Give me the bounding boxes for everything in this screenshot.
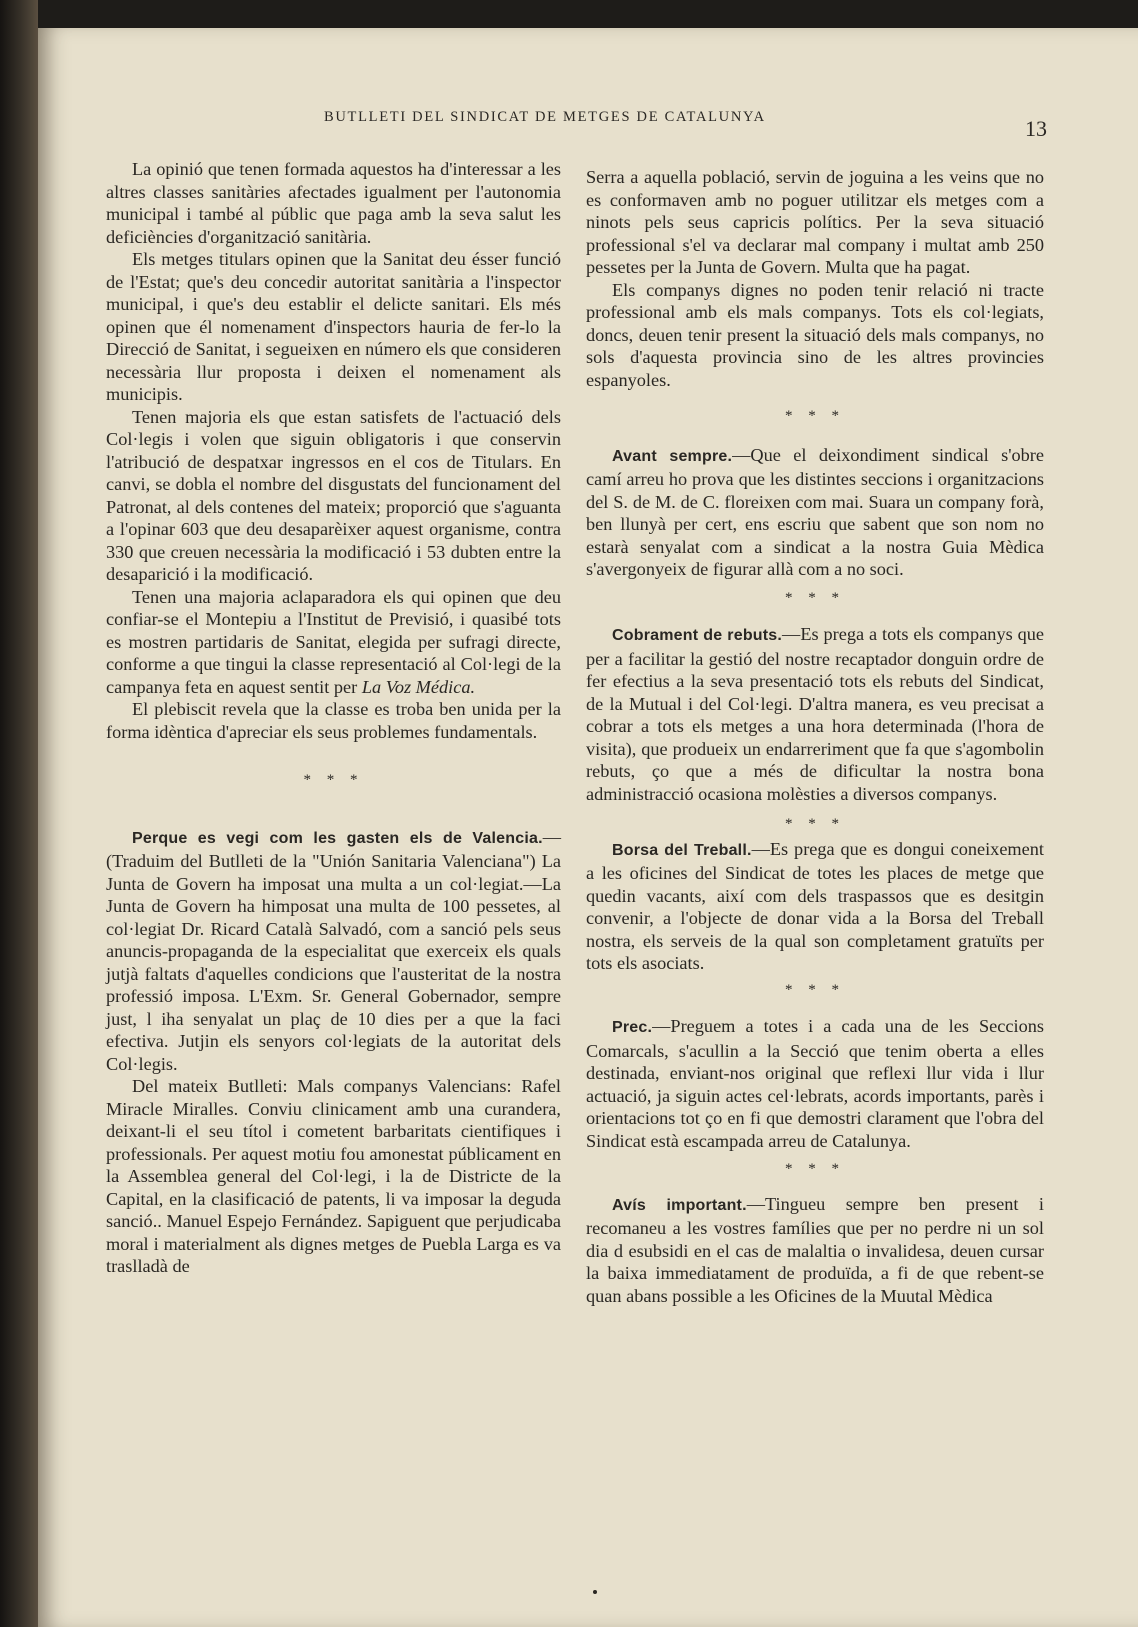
section-text: —Es prega a tots els companys que per a facilitar la gestió del nostre recaptador donguin ordre de fer efectius a la seva presentació tots els rebuts del Sindicat, de la Mutual i del Col·legi. D'altra manera, es veu precisat a cobrar a tots els metges a una hora determinada (l'hora de visita), que produeix un endarreriment que fa que s'agombolin rebuts, ço que a més de dificultar la nostra bona administracció ocasiona molèsties a diversos companys. — [586, 624, 1045, 804]
section-divider: * * * — [785, 816, 845, 832]
section-divider: * * * — [785, 981, 845, 998]
section-text: —Tingueu sempre ben present i recomaneu a les vostres famílies que per no perdre ni un sol dia d esubsidi en el cas de malaltia o invalidesa, deuen cursar la baixa immediatament de produïda, a fi de que rebent-se quan abans possible a les Oficines de la Muutal Mèdica — [586, 1193, 1044, 1306]
section-avis — [586, 1193, 1044, 1308]
section-text: —Que el deixondiment sindical s'obre camí arreu ho prova que les distintes seccions i organitzacions del S. de M. de C. floreixen com mai. Suara un company forà, ben llunyà per cert, ens escriu que sabent que son nom no estarà senyalat com a sindicat a la nostra Guia Mèdica s'avergonyeix de figurar allà com a no soci. — [586, 444, 1044, 579]
right-column — [586, 166, 1044, 1307]
section-heading: Avant sempre. — [612, 447, 733, 465]
section-text: —Es prega que es dongui coneixement a les oficines del Sindicat de totes les places de metge que quedin vacants, així com dels traspassos que es desitgin convenir, a l'objecte de donar vida a la Borsa del Treball nostra, els serveis de la qual son completament gratuïts per tots els asociats. — [586, 838, 1044, 973]
section-cobrament — [586, 623, 1044, 805]
paragraph: Del mateix Butlleti: Mals companys Valencians: Rafel Miracle Miralles. Conviu clinicament amb una curandera, deixant-li el seu títol i cometent barbaritats cientifiques i professionals. Per aquest motiu fou amonestat públicament en la Assemblea general del Col·legi, i la de Districte de la Capital, en la clasificació de patents, li va imposar la deguda sanció.. Manuel Espejo Fernández. Sapiguent que perjudicaba moral i materialment als dignes metges de Puebla Larga es va traslladà de — [106, 1076, 561, 1276]
ink-speck — [593, 1590, 597, 1594]
running-header: BUTLLETI DEL SINDICAT DE METGES DE CATALUNYA — [324, 109, 766, 125]
section-divider: * * * — [785, 408, 845, 424]
section-heading: Cobrament de rebuts. — [612, 627, 783, 644]
paragraph: Serra a aquella població, servin de joguina a les veins que no es conformaven amb no poguer utilitzar els metges com a ninots pels seus capricis polítics. Per la seva situació professional s'el va declarar mal company i multat amb 250 pessetes per la Junta de Govern. Multa que ha pagat. — [586, 167, 1044, 277]
section-text: —Preguem a totes i a cada una de les Seccions Comarcals, s'acullin a la Secció que tenim oberta a elles destinada, enviant-nos original que reflexi llur vida i llur actuació, ja siguin actes cel·lebrats, acords importants, parès i orientacions tot ço en fi que demostri clarament que l'obra del Sindicat està escampada arreu de Catalunya. — [586, 1016, 1044, 1151]
paragraph: El plebiscit revela que la classe es troba ben unida per la forma idèntica d'apreciar els seus problemes fundamentals. — [106, 699, 561, 742]
section-divider: * * * — [785, 589, 845, 606]
paragraph: Tenen majoria els que estan satisfets de l'actuació dels Col·legis i volen que siguin obligatoris i que conservin l'atribució de despatxar ingressos en el cos de Titulars. En canvi, se dobla el nombre del disgustats del funcionament del Patronat, al dels contenes del mateix; proporció que s'aguanta a l'opinar 603 que deu desaparèixer aquest organisme, contra 330 que creuen necessària la modificació i 53 dubten entre la desaparició i la modificació. — [106, 406, 561, 584]
section-valencia — [106, 826, 561, 1076]
paragraph — [106, 586, 561, 699]
paragraph: La opinió que tenen formada aquestos ha d'interessar a les altres classes sanitàries afectades igualment per l'autonomia municipal i també al públic que paga amb la seva salut les deficiències d'organització sanitària. — [106, 159, 561, 247]
section-divider: * * * — [785, 1161, 845, 1177]
section-divider: * * * — [303, 772, 364, 788]
section-heading: Avís important. — [612, 1196, 747, 1214]
paragraph: Els companys dignes no poden tenir relació ni tracte professional amb els mals companys. Tots els col·legiats, doncs, deuen tenir present la situació dels mals companys, no sols d'aquesta provincia sino de les altres provincies espanyoles. — [586, 279, 1044, 390]
section-borsa — [586, 838, 1044, 975]
publication-title: La Voz Médica. — [361, 676, 476, 697]
page-number: 13 — [1025, 116, 1047, 141]
section-prec — [586, 1015, 1044, 1152]
book-spine — [0, 0, 38, 1627]
section-text: —(Traduim del Butlleti de la "Unión Sanitaria Valenciana") La Junta de Govern ha imposat una multa a un col·legiat.—La Junta de Govern ha himposat una multa de 100 pessetes, al col·legiat Dr. Ricard Català Salvadó, com a sanció pels seus anuncis-propaganda de la especialitat que exerceix els quals jutjà faltats d'aquelles condicions que l'austeritat de la nostra professió imposa. L'Exm. Sr. General Gobernador, sempre just, l iha senyalat un plaç de 10 dies per a que la faci efectiva. Jutjin els senyors col·legiats de la autoritat dels Col·legis. — [106, 826, 561, 1074]
paragraph-text: Tenen una majoria aclaparadora els qui opinen que deu confiar-se el Montepiu a l'Institut de Previsió, i quasibé tots es mostren partidaris de Sanitat, elegida per sufragi directe, conforme a que tingui la classe representació al Col·legi de la campanya feta en aquest sentit per — [106, 586, 561, 697]
section-heading: Borsa del Treball. — [612, 841, 752, 859]
paragraph: Els metges titulars opinen que la Sanitat deu ésser funció de l'Estat; que's deu concedir autoritat sanitària a l'inspector municipal, i que's deu establir el delicte sanitari. Els més opinen que él nomenament d'inspectors hauria de fer-lo la Direcció de Sanitat, i segueixen en número els que consideren necessària llur proposta i deixen el nomenament als municipis. — [106, 249, 561, 404]
section-heading: Perque es vegi com les gasten els de Valencia. — [132, 829, 543, 847]
section-heading: Prec. — [612, 1019, 653, 1036]
section-avant-sempre — [586, 444, 1044, 581]
left-column — [106, 158, 561, 1278]
